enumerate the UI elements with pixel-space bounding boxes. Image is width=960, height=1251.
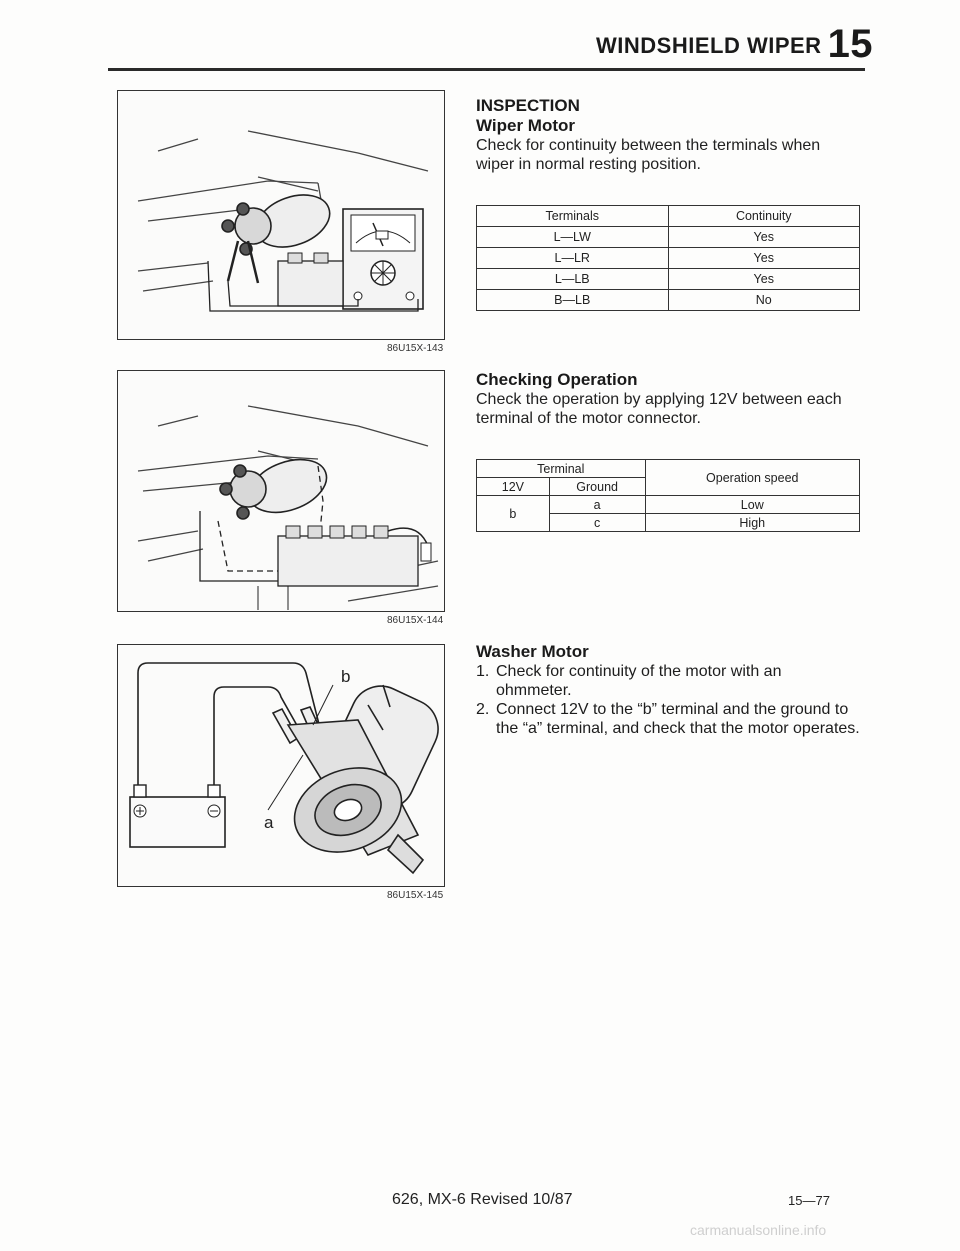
step-number: 2.	[476, 701, 490, 718]
continuity-table	[476, 205, 860, 311]
table-cell: Low	[645, 496, 859, 514]
inspection-section	[476, 96, 861, 174]
table-cell: c	[549, 514, 645, 532]
table-header: Continuity	[668, 206, 860, 227]
page-header	[596, 22, 873, 67]
washer-motor-battery-illustration	[118, 645, 443, 885]
step-text: Check for continuity of the motor with an ohmmeter.	[496, 663, 782, 699]
table-header: Terminals	[477, 206, 669, 227]
table-header: Operation speed	[645, 460, 859, 496]
table-header-row	[477, 206, 860, 227]
washer-heading: Washer Motor	[476, 642, 589, 661]
table-cell: a	[549, 496, 645, 514]
table-row	[477, 496, 860, 514]
table-header: Terminal	[477, 460, 646, 478]
checking-heading: Checking Operation	[476, 370, 638, 389]
table-cell: Yes	[668, 269, 860, 290]
table-cell: Yes	[668, 227, 860, 248]
table-cell: High	[645, 514, 859, 532]
table-header: Ground	[549, 478, 645, 496]
washer-steps	[476, 662, 861, 738]
checking-text: Check the operation by applying 12V between each terminal of the motor connector.	[476, 391, 842, 427]
table-row	[477, 227, 860, 248]
checking-section	[476, 370, 861, 428]
table-row	[477, 248, 860, 269]
header-divider	[108, 68, 865, 71]
table-cell: No	[668, 290, 860, 311]
step-text: Connect 12V to the “b” terminal and the ground to the “a” terminal, and check that the motor operates.	[496, 701, 860, 737]
wiper-motor-heading: Wiper Motor	[476, 116, 576, 135]
figure-wiper-motor-operation	[117, 370, 445, 612]
table-cell: B—LB	[477, 290, 669, 311]
figure-caption: 86U15X-144	[387, 615, 444, 626]
table-header-row	[477, 460, 860, 478]
inspection-heading: INSPECTION	[476, 96, 580, 115]
header-title: WINDSHIELD WIPER	[596, 33, 822, 58]
list-item	[476, 662, 861, 700]
table-cell: L—LR	[477, 248, 669, 269]
table-cell: Yes	[668, 248, 860, 269]
figure-wiper-motor-continuity	[117, 90, 445, 340]
terminal-label-b: b	[341, 667, 351, 686]
terminal-label-a: a	[264, 813, 274, 832]
page-number: 15—77	[788, 1193, 830, 1208]
inspection-text: Check for continuity between the terminals when wiper in normal resting position.	[476, 137, 821, 173]
figure-washer-motor	[117, 644, 445, 887]
washer-section	[476, 642, 861, 738]
operation-table	[476, 459, 860, 532]
wiper-motor-battery-illustration	[118, 371, 443, 610]
table-header: 12V	[477, 478, 550, 496]
step-number: 1.	[476, 663, 490, 680]
figure-caption: 86U15X-143	[387, 343, 444, 354]
section-number: 15	[827, 22, 874, 66]
figure-caption: 86U15X-145	[387, 890, 444, 901]
table-cell: L—LB	[477, 269, 669, 290]
table-cell: b	[477, 496, 550, 532]
watermark: carmanualsonline.info	[690, 1222, 827, 1238]
list-item	[476, 700, 861, 738]
table-row	[477, 269, 860, 290]
table-row	[477, 290, 860, 311]
footer-model: 626, MX-6 Revised 10/87	[392, 1191, 573, 1208]
table-cell: L—LW	[477, 227, 669, 248]
wiper-motor-ohmmeter-illustration	[118, 91, 443, 338]
